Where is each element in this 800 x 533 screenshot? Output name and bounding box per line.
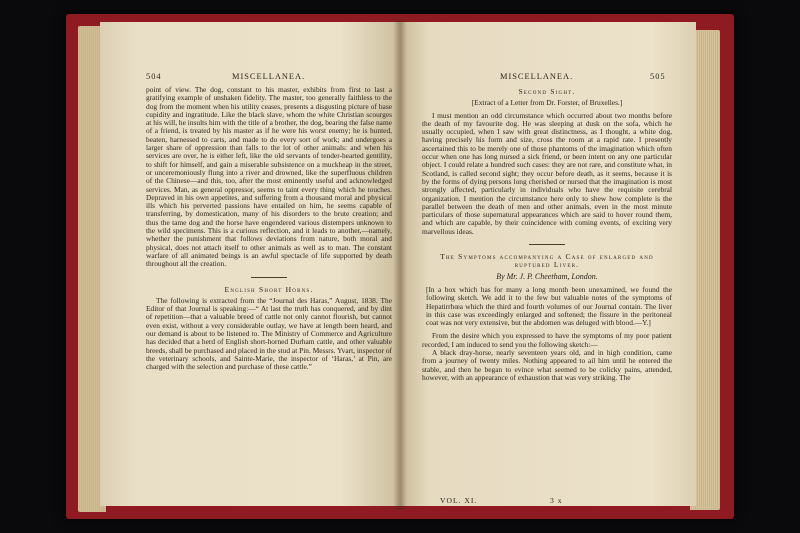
book-gutter bbox=[393, 20, 407, 510]
second-sight-text: I must mention an odd circumstance which occurred about two months before the death of my favourite dog. He was sleeping at dusk on the sofa, which he usually occupied, when I saw with great distinctness, as I thought, a white dog, having precisely his form and size, cross the room at a rapid rate. I presently ascertained this to be merely one of those phantoms of the imagination which often occur when one has long nursed a sick friend, or been intent on any one particular object. I could relate a hundred such cases: they are not rare, and constitute what, in Scotland, is called second sight; they occur before death, as it seems, because it is by the forms of dying persons long cherished or nursed that the imagination is most strongly affected, particularly in individuals who have the requisite cerebral organization. I mention the circumstance here only to shew how complete is the parallel between the death of men and other animals, even in the most minute particulars of those supernatural appearances which are said to hover round them, and which are capable, by their coincidence with coming events, of exciting very marvellous ideas. bbox=[422, 110, 672, 236]
section-divider-right bbox=[529, 244, 565, 245]
left-paragraph-2: The following is extracted from the “Journal des Haras,” August, 1838. The Editor of that Journal is speaking:—“ At last the truth has conquered, and by dint of repetition—that a valuable breed of cattle not only cannot flourish, but cannot even exist, without a very considerable outlay, we have at length been heard, and our demand is about to be listened to. The Ministry of Commerce and Agriculture has decided that a herd of English short-horned Durham cattle, and other valuable breeds, shall be purchased and placed in the stud at Pin. Messrs. Yvart, inspector of the veterinary schools, and Sainte-Marie, the inspector of ‘Haras,’ at Pin, are charged with the selection and purchase of these cattle.” bbox=[146, 295, 392, 372]
liver-case-author: By Mr. J. P. Cheetham, London. bbox=[496, 271, 598, 281]
section-title-english-short-horns: English Short Horns. bbox=[224, 284, 314, 294]
left-page-number: 504 bbox=[146, 72, 162, 81]
right-page-body bbox=[422, 88, 672, 382]
right-page bbox=[400, 22, 696, 506]
left-page bbox=[100, 22, 400, 506]
section-divider bbox=[251, 277, 287, 278]
liver-case-text-2: A black dray-horse, nearly seventeen years old, and in high condition, came from a journey of twenty miles. Nothing appeared to ail him until he entered the stable, and then he began to evince what seemed to be colicky pains, attended, however, with an appearance of exhaustion that was very striking. The bbox=[422, 348, 672, 382]
section-title-liver-case: The Symptoms accompanying a Case of enlarged and ruptured Liver. bbox=[440, 252, 654, 270]
right-page-number: 505 bbox=[650, 72, 666, 81]
left-running-head: MISCELLANEA. bbox=[232, 72, 306, 81]
right-running-head: MISCELLANEA. bbox=[500, 72, 574, 81]
volume-footer: VOL. XI. bbox=[440, 496, 478, 505]
section-title-second-sight: Second Sight. bbox=[518, 87, 576, 96]
liver-case-text-1: From the desire which you expressed to have the symptoms of my poor patient recorded, I am induced to send you the following sketch:— bbox=[422, 331, 672, 349]
signature-mark: 3 x bbox=[550, 496, 563, 505]
left-paragraph-1: point of view. The dog, constant to his master, exhibits from first to last a gratifying example of unshaken fidelity. The master, too generally faithless to the dog from the moment when his utility ceases, presents a disgusting picture of base cupidity and ingratitude. Like the black slave, whom the white Christian scourges at his will, he insults him with the title of a brother, the dog, bearing the false name of a friend, is treated by his master as if he were his worst enemy; he is hunted, beaten, harnessed to carts, and made to do every sort of work; and undergoes a larger share of oppression than falls to the lot of other animals: and when his services are over, he is either left, like the old servants of tender-hearted gentility, to shift for himself, and gain a miserable subsistence on a muckheap in the street, or unceremoniously flung into a river and drowned, like the superfluous children of the Chinese—and this, too, after the most eminently useful and acknowledged services. Man, as general oppressor, seems to taint every thing which he touches. Depraved in his own appetites, and suffering from a thousand moral and physical ills which his perverted passions have entailed on him, he seems capable of transferring, by domestication, many of his disorders to the brute creation; and thus the tame dog and the horse have engendered various distempers unknown to the wild specimens. This is a curious reflection, and it leads to another,—namely, whether the punishment that follows deviations from nature, both moral and physical, does not attach itself to other animals as well as to man. The constant warfare of all animated beings is an awful spectacle of life supported by death throughout all the creation. bbox=[146, 85, 392, 269]
editor-note: [In a box which has for many a long month been unexamined, we found the following sketch. We add it to the few but valuable notes of the symptoms of Hepatirrhœa which the third and fourth volumes of our Journal contain. The liver in this case was exceedingly enlarged and softened; the fissure in the peritoneal coat was not very extensive, but the abdomen was deluged with blood.—Y.] bbox=[426, 284, 672, 328]
left-page-body bbox=[146, 86, 392, 372]
second-sight-source: [Extract of a Letter from Dr. Forster, of Bruxelles.] bbox=[471, 98, 623, 108]
